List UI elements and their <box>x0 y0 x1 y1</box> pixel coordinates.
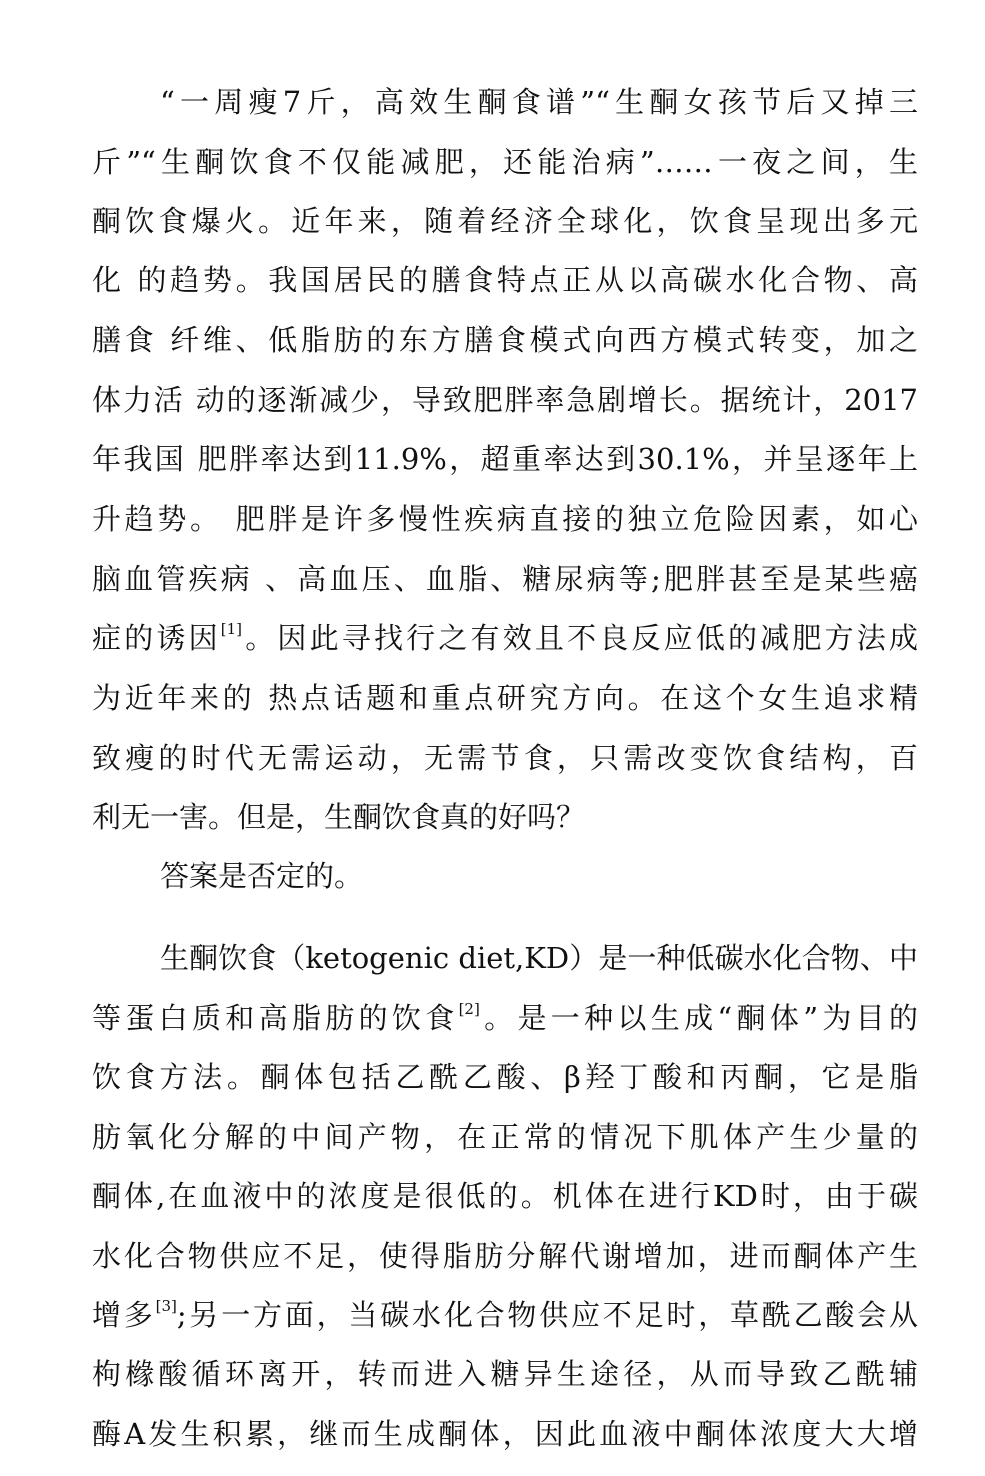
paragraph-3-line-4: 肪氧化分解的中间产物，在正常的情况下肌体产生少量的 <box>92 1120 918 1154</box>
text-segment: 。因此寻找行之有效且不良反应低的减肥方法成 <box>242 621 918 655</box>
paragraph-1-line-6: 体力活 动的逐渐减少，导致肥胖率急剧增长。据统计，2017 <box>92 383 918 417</box>
paragraph-3-line-6: 水化合物供应不足，使得脂肪分解代谢增加，进而酮体产生 <box>92 1239 918 1273</box>
paragraph-3-line-5: 酮体,在血液中的浓度是很低的。机体在进行KD时，由于碳 <box>92 1179 918 1213</box>
paragraph-1-line-1: “一周瘦7斤，高效生酮食谱”“生酮女孩节后又掉三 <box>160 85 918 119</box>
paragraph-1-line-3: 酮饮食爆火。近年来，随着经济全球化，饮食呈现出多元 <box>92 204 918 238</box>
paragraph-1-line-4: 化 的趋势。我国居民的膳食特点正从以高碳水化合物、高 <box>92 263 918 297</box>
paragraph-2-line-1: 答案是否定的。 <box>160 859 364 893</box>
paragraph-1-line-9: 脑血管疾病 、高血压、血脂、糖尿病等;肥胖甚至是某些癌 <box>92 562 918 596</box>
paragraph-1-line-2: 斤”“生酮饮食不仅能减肥，还能治病”……一夜之间，生 <box>92 145 918 179</box>
paragraph-1-line-11: 为近年来的 热点话题和重点研究方向。在这个女生追求精 <box>92 681 918 715</box>
citation-ref-2: [2] <box>458 1000 480 1018</box>
paragraph-3-line-2 <box>92 996 918 1040</box>
paragraph-3-line-3: 饮食方法。酮体包括乙酰乙酸、β羟丁酸和丙酮，它是脂 <box>92 1060 918 1094</box>
paragraph-3-line-7 <box>92 1293 918 1337</box>
text-segment: ;另一方面，当碳水化合物供应不足时，草酰乙酸会从 <box>176 1298 918 1332</box>
text-segment: 增多 <box>92 1298 156 1332</box>
paragraph-1-line-10 <box>92 616 918 660</box>
citation-ref-1: [1] <box>220 620 243 638</box>
paragraph-1-line-13: 利无一害。但是，生酮饮食真的好吗？ <box>92 800 586 834</box>
paragraph-1-line-7: 年我国 肥胖率达到11.9%，超重率达到30.1%，并呈逐年上 <box>92 442 918 476</box>
paragraph-3-line-8: 枸橼酸循环离开，转而进入糖异生途径，从而导致乙酰辅 <box>92 1357 918 1391</box>
text-segment: 。是一种以生成“酮体”为目的 <box>479 1001 918 1035</box>
paragraph-3-line-9: 酶A发生积累，继而生成酮体，因此血液中酮体浓度大大增 <box>92 1417 918 1451</box>
text-segment: 症的诱因 <box>92 621 221 655</box>
citation-ref-3: [3] <box>155 1297 177 1315</box>
paragraph-1-line-12: 致瘦的时代无需运动，无需节食，只需改变饮食结构，百 <box>92 741 918 775</box>
paragraph-3-line-1: 生酮饮食（ketogenic diet,KD）是一种低碳水化合物、中 <box>160 941 918 975</box>
text-segment: 等蛋白质和高脂肪的饮食 <box>92 1001 459 1035</box>
paragraph-1-line-5: 膳食 纤维、低脂肪的东方膳食模式向西方模式转变，加之 <box>92 323 918 357</box>
paragraph-1-line-8: 升趋势。 肥胖是许多慢性疾病直接的独立危险因素，如心 <box>92 502 918 536</box>
